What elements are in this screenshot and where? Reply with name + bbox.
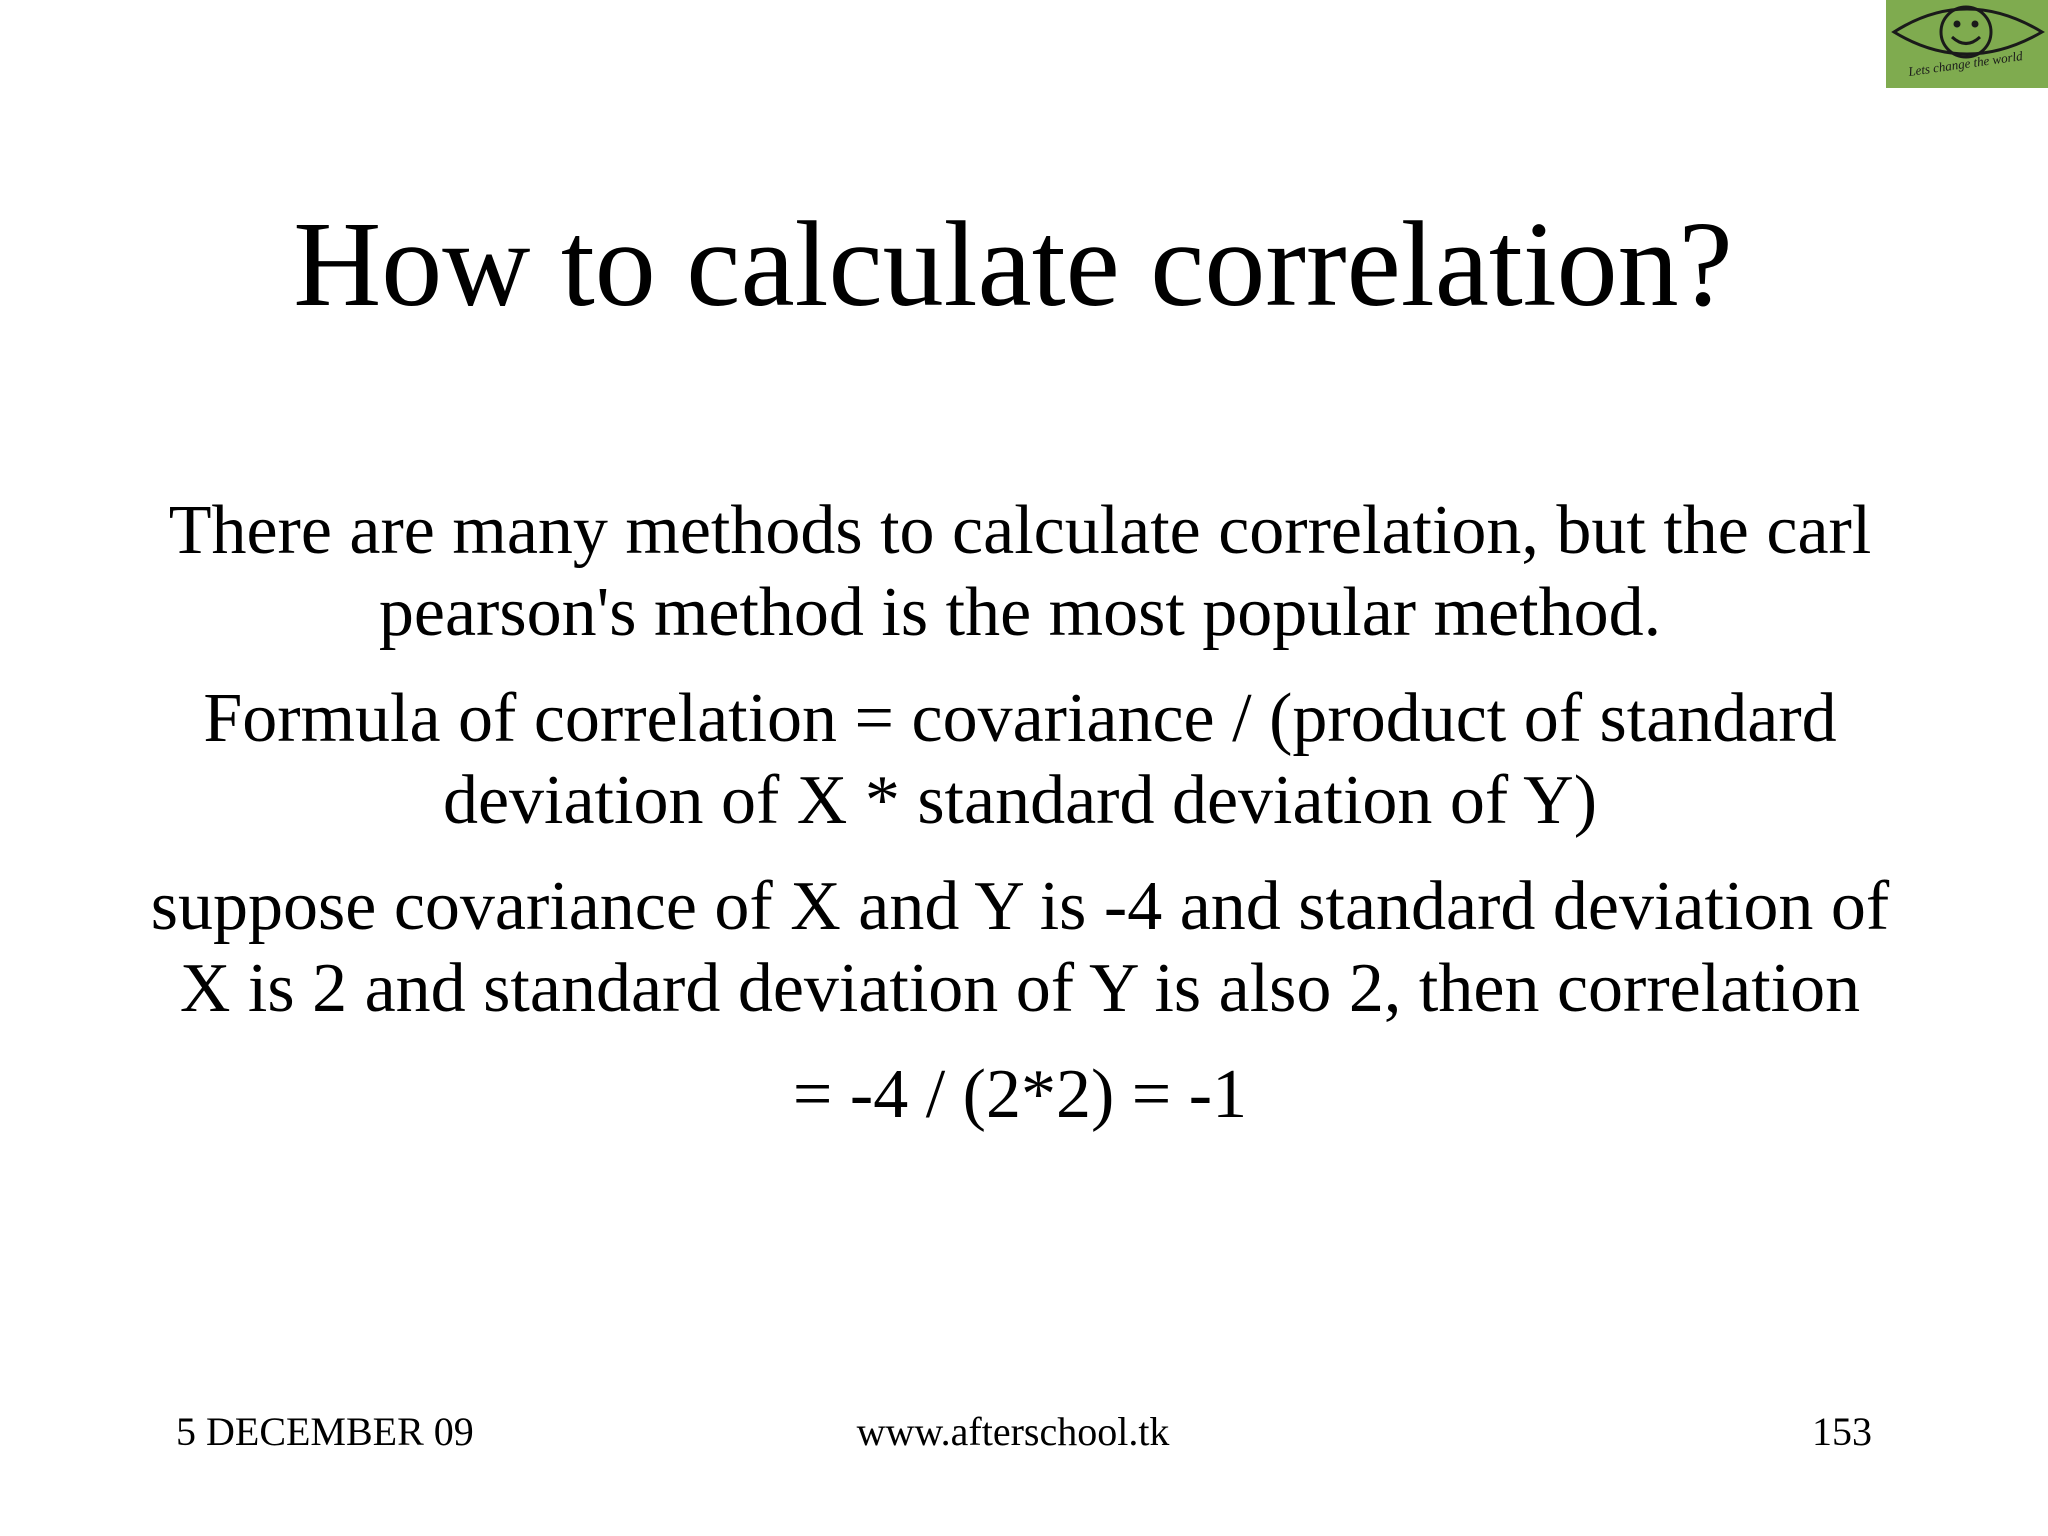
intro-paragraph: There are many methods to calculate correlation, but the carl pearson's method is the most popular method.: [168, 492, 1872, 651]
slide-body: [140, 490, 1900, 1160]
formula-paragraph: Formula of correlation = covariance / (product of standard deviation of X * standard deviation of Y): [203, 680, 1837, 839]
footer-page-number: 153: [1812, 1409, 1872, 1454]
footer-url: www.afterschool.tk: [856, 1409, 1170, 1454]
slide-title: How to calculate correlation?: [293, 197, 1733, 332]
footer-date: 5 DECEMBER 09: [176, 1409, 474, 1454]
logo: [1886, 0, 2048, 88]
result-paragraph: = -4 / (2*2) = -1: [792, 1056, 1248, 1133]
smiley-eye-icon: [1886, 0, 2048, 88]
logo-tagline: Lets change the world: [1907, 48, 2024, 79]
example-paragraph: suppose covariance of X and Y is -4 and standard deviation of X is 2 and standard deviation of Y is also 2, then correlation: [150, 868, 1890, 1027]
